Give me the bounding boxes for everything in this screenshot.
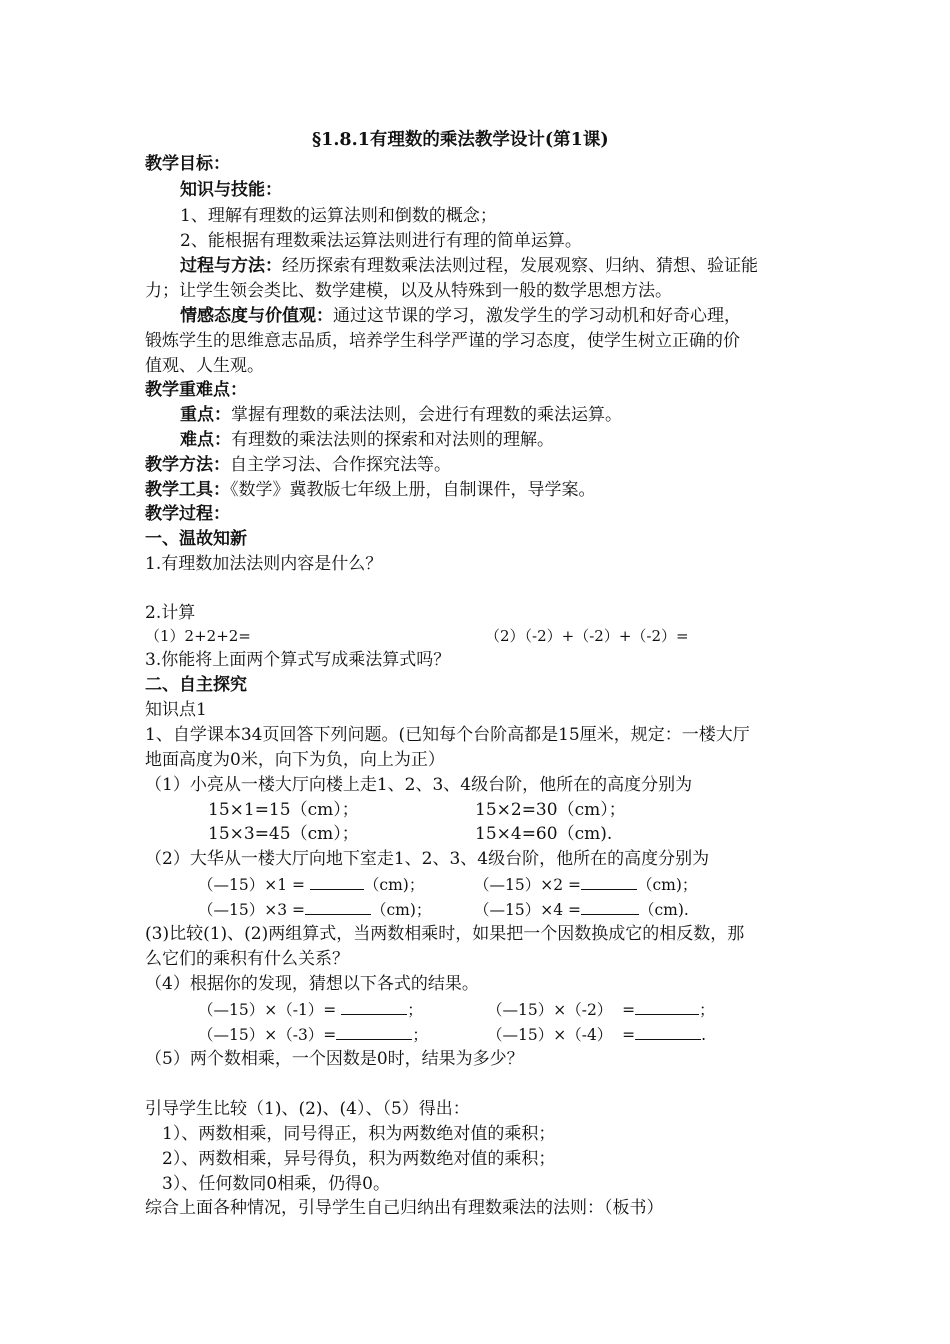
review-calc-1: （1）2+2+2= bbox=[145, 627, 251, 645]
step-4-calc-b-expr: （—15）×（-2） = bbox=[487, 1001, 636, 1019]
explore-heading: 二、自主探究 bbox=[145, 675, 247, 695]
step-1-calc-b: 15×2=30（cm）； bbox=[475, 800, 626, 820]
method-text: 自主学习法、合作探究法等。 bbox=[230, 455, 451, 475]
key-point-line bbox=[180, 403, 622, 427]
knowledge-heading: 知识与技能： bbox=[180, 180, 282, 200]
review-question-3: 3.你能将上面两个算式写成乘法算式吗？ bbox=[145, 650, 451, 670]
step-4-calc-a bbox=[198, 997, 423, 1022]
answer-blank[interactable] bbox=[341, 997, 407, 1015]
step-3-line-1: (3)比较(1)、(2)两组算式，当两数相乘时，如果把一个因数换成它的相反数，那 bbox=[145, 924, 745, 944]
step-4-calc-a-expr: （—15）×（-1）= bbox=[198, 1001, 342, 1019]
step-2-calc-d-unit: （cm). bbox=[639, 901, 689, 919]
goals-heading: 教学目标： bbox=[145, 154, 230, 174]
step-4-calc-d bbox=[487, 1022, 706, 1047]
step-4-calc-c-end: ； bbox=[412, 1026, 428, 1044]
knowledge-point-label: 知识点1 bbox=[145, 700, 207, 720]
review-heading: 一、温故知新 bbox=[145, 529, 247, 549]
emotion-line-2: 锻炼学生的思维意志品质，培养学生科学严谨的学习态度，使学生树立正确的价 bbox=[145, 331, 740, 351]
review-question-1: 1.有理数加法法则内容是什么？ bbox=[145, 554, 383, 574]
emotion-line-3: 值观、人生观。 bbox=[145, 356, 264, 376]
step-5-text: （5）两个数相乘，一个因数是0时，结果为多少？ bbox=[145, 1049, 524, 1069]
rule-3: 3）、任何数同0相乘，仍得0。 bbox=[162, 1174, 390, 1194]
process-method-line-1 bbox=[180, 254, 758, 278]
step-4-calc-d-expr: （—15）×（-4） = bbox=[487, 1026, 636, 1044]
guide-intro: 引导学生比较（1)、(2)、(4）、（5）得出： bbox=[145, 1099, 470, 1119]
explore-intro-1: 1、自学课本34页回答下列问题。(已知每个台阶高都是15厘米，规定：一楼大厅 bbox=[145, 725, 750, 745]
hard-point-label: 难点： bbox=[180, 430, 231, 450]
step-2-calc-b bbox=[474, 872, 697, 897]
keypoints-heading: 教学重难点： bbox=[145, 380, 247, 400]
tools-line bbox=[145, 478, 596, 502]
step-1-calc-c: 15×3=45（cm）； bbox=[208, 824, 359, 844]
explore-intro-2: 地面高度为0米，向下为负，向上为正） bbox=[145, 750, 445, 770]
method-label: 教学方法： bbox=[145, 455, 230, 475]
tools-label: 教学工具： bbox=[145, 480, 230, 500]
summary-line: 综合上面各种情况，引导学生自己归纳出有理数乘法的法则：（板书） bbox=[145, 1198, 664, 1218]
emotion-text: 通过这节课的学习，激发学生的学习动机和好奇心理， bbox=[333, 306, 741, 326]
answer-blank[interactable] bbox=[336, 1022, 412, 1040]
rule-2: 2）、两数相乘，异号得负，积为两数绝对值的乘积； bbox=[162, 1149, 556, 1169]
step-4-calc-c-expr: （—15）×（-3）= bbox=[198, 1026, 337, 1044]
answer-blank[interactable] bbox=[581, 872, 637, 890]
step-2-calc-a-expr: （—15）×1 = bbox=[198, 876, 310, 894]
step-4-calc-b bbox=[487, 997, 715, 1022]
knowledge-item-2: 2、能根据有理数乘法运算法则进行有理的简单运算。 bbox=[180, 231, 582, 251]
step-1-calc-d: 15×4=60（cm). bbox=[475, 824, 613, 844]
emotion-line-1 bbox=[180, 304, 741, 328]
step-4-text: （4）根据你的发现，猜想以下各式的结果。 bbox=[145, 974, 479, 994]
step-3-line-2: 么它们的乘积有什么关系？ bbox=[145, 949, 349, 969]
key-point-text: 掌握有理数的乘法法则，会进行有理数的乘法运算。 bbox=[231, 405, 622, 425]
step-2-calc-d-expr: （—15）×4 = bbox=[474, 901, 581, 919]
review-calc-2: （2）（-2）+（-2）+（-2）= bbox=[485, 627, 689, 645]
step-4-calc-c bbox=[198, 1022, 428, 1047]
step-1-calc-a: 15×1=15（cm）； bbox=[208, 800, 359, 820]
process-heading: 教学过程： bbox=[145, 504, 230, 524]
page-title: §1.8.1有理数的乘法教学设计(第1课) bbox=[312, 130, 609, 150]
step-2-calc-b-unit: （cm)； bbox=[637, 876, 698, 894]
step-2-calc-c-unit: （cm)； bbox=[371, 901, 432, 919]
key-point-label: 重点： bbox=[180, 405, 231, 425]
hard-point-text: 有理数的乘法法则的探索和对法则的理解。 bbox=[231, 430, 554, 450]
step-2-calc-a bbox=[198, 872, 424, 897]
step-2-calc-a-unit: （cm)； bbox=[363, 876, 425, 894]
review-question-2: 2.计算 bbox=[145, 603, 196, 623]
tools-text: 《数学》冀教版七年级上册，自制课件，导学案。 bbox=[230, 480, 596, 500]
step-4-calc-d-end: . bbox=[701, 1026, 707, 1044]
answer-blank[interactable] bbox=[310, 872, 364, 890]
knowledge-item-1: 1、理解有理数的运算法则和倒数的概念； bbox=[180, 206, 497, 226]
step-2-text: （2）大华从一楼大厅向地下室走1、2、3、4级台阶，他所在的高度分别为 bbox=[145, 849, 710, 869]
answer-blank[interactable] bbox=[305, 897, 371, 915]
process-method-line-2: 力；让学生领会类比、数学建模，以及从特殊到一般的数学思想方法。 bbox=[145, 281, 672, 301]
step-1-text: （1）小亮从一楼大厅向楼上走1、2、3、4级台阶，他所在的高度分别为 bbox=[145, 775, 693, 795]
process-method-label: 过程与方法： bbox=[180, 256, 282, 276]
answer-blank[interactable] bbox=[635, 1022, 701, 1040]
step-2-calc-d bbox=[474, 897, 689, 922]
method-line bbox=[145, 453, 451, 477]
step-2-calc-c-expr: （—15）×3 = bbox=[198, 901, 305, 919]
rule-1: 1）、两数相乘，同号得正，积为两数绝对值的乘积； bbox=[162, 1124, 556, 1144]
hard-point-line bbox=[180, 428, 554, 452]
answer-blank[interactable] bbox=[635, 997, 699, 1015]
step-4-calc-b-end: ； bbox=[699, 1001, 715, 1019]
step-4-calc-a-end: ； bbox=[407, 1001, 423, 1019]
step-2-calc-b-expr: （—15）×2 = bbox=[474, 876, 581, 894]
emotion-label: 情感态度与价值观： bbox=[180, 306, 333, 326]
process-method-text: 经历探索有理数乘法法则过程，发展观察、归纳、猜想、验证能 bbox=[282, 256, 758, 276]
answer-blank[interactable] bbox=[581, 897, 639, 915]
step-2-calc-c bbox=[198, 897, 431, 922]
